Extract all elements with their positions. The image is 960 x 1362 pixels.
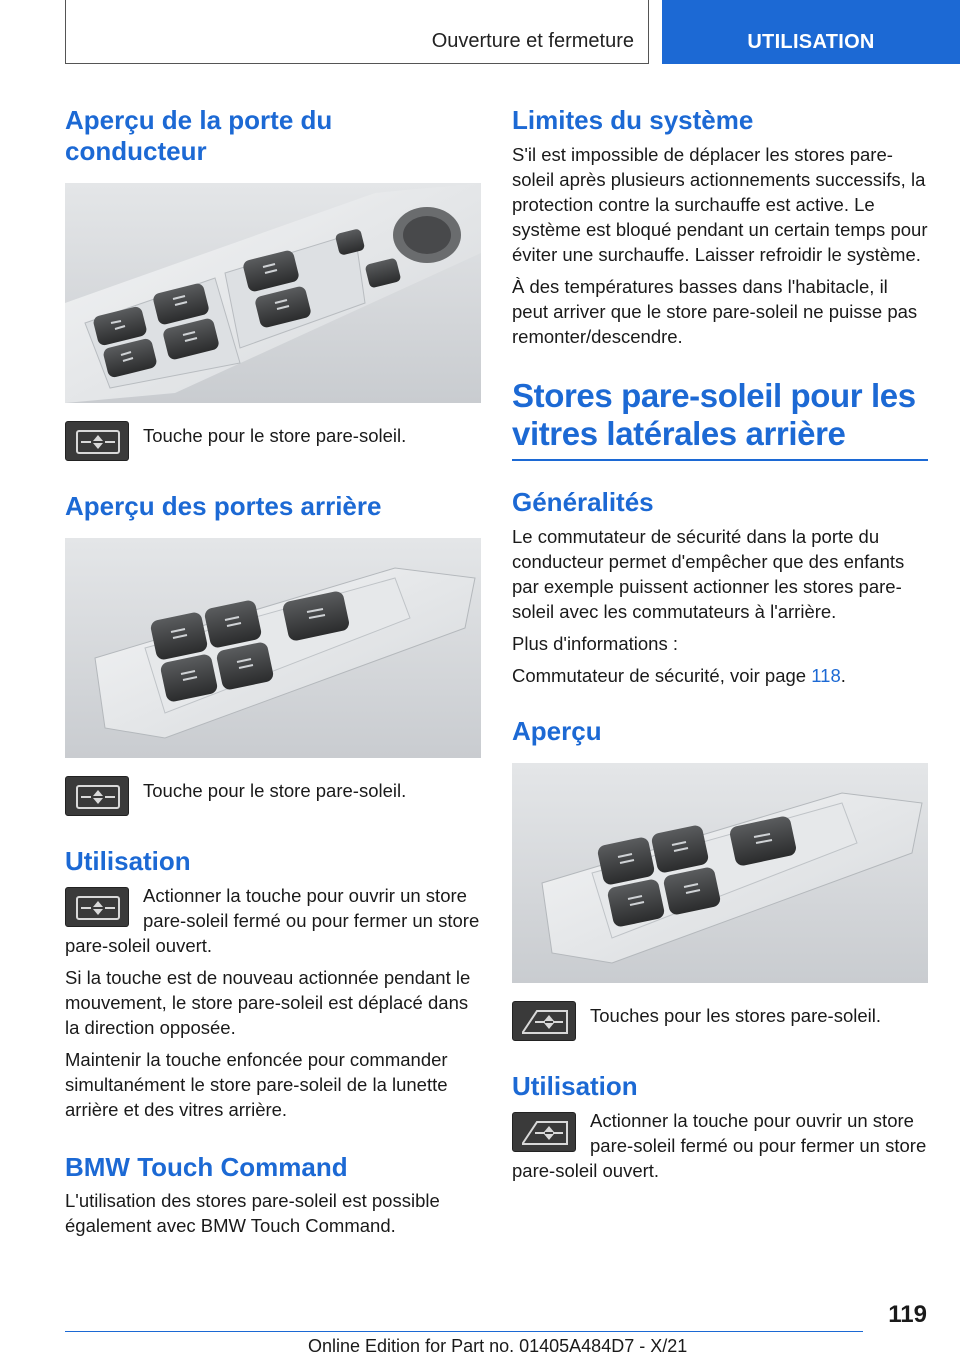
side-windows-heading-block <box>512 377 928 461</box>
driver-door-caption: Touche pour le store pare-soleil. <box>143 425 407 446</box>
operation-paragraph-1: Actionner la touche pour ouvrir un store pare-soleil fermé ou pour fermer un store pare-soleil ouvert. <box>65 885 480 956</box>
operation-paragraph-2: Si la touche est de nouveau actionnée pendant le mouvement, le store pare-soleil est déplacé dans la direction opposée. <box>65 967 471 1038</box>
general-paragraph-2: Plus d'informations : <box>512 633 678 654</box>
operation-paragraph-3: Maintenir la touche enfoncée pour commander simultanément le store pare-soleil de la lunette arrière et des vitres arrière. <box>65 1049 448 1120</box>
sunblind-rear-window-icon <box>65 421 129 461</box>
limits-paragraph-1: S'il est impossible de déplacer les stores pare-soleil après plusieurs actionnements successifs, la protection contre la surchauffe est active. Le système est bloqué pendant un certain temps pour éviter une surchauffe. Laisser refroidir le système. <box>512 144 928 265</box>
header-section-box <box>65 0 649 64</box>
side-windows-heading: Stores pare-soleil pour les vitres latérales arrière <box>512 377 916 452</box>
rear-doors-heading: Aperçu des portes arrière <box>65 491 382 521</box>
touch-command-heading: BMW Touch Command <box>65 1152 348 1182</box>
driver-door-heading: Aperçu de la porte du conducteur <box>65 105 333 166</box>
overview-caption: Touches pour les stores pare-soleil. <box>590 1005 882 1026</box>
limits-heading: Limites du système <box>512 105 754 135</box>
touch-command-paragraph: L'utilisation des stores pare-soleil est possible également avec BMW Touch Command. <box>65 1190 440 1236</box>
sunblind-side-window-icon <box>512 1112 576 1152</box>
operation-heading-right: Utilisation <box>512 1071 638 1101</box>
section-title: Ouverture et fermeture <box>431 30 634 52</box>
sunblind-side-window-icon <box>512 1001 576 1041</box>
footer-edition: Online Edition for Part no. 01405A484D7 - X/21 <box>308 1336 688 1356</box>
footer-rule <box>65 1331 863 1332</box>
general-paragraph-1: Le commutateur de sécurité dans la porte du conducteur permet d'empêcher que des enfants par exemple puissent actionner les stores pare-soleil avec les commutateurs à l'arrière. <box>512 526 905 622</box>
overview-heading: Aperçu <box>512 716 602 746</box>
chapter-tab[interactable]: UTILISATION <box>662 0 960 64</box>
cross-reference-text: Commutateur de sécurité, voir page <box>512 665 812 686</box>
operation-block-left <box>65 883 481 958</box>
general-paragraph-3 <box>512 663 928 688</box>
limits-paragraph-2: À des températures basses dans l'habitacle, il peut arriver que le store pare-soleil ne puisse pas remonter/descendre. <box>512 276 918 347</box>
rear-door-switch-photo <box>65 538 481 758</box>
sunblind-rear-window-icon <box>65 887 129 927</box>
cross-reference-end: . <box>840 665 846 686</box>
operation-heading-left: Utilisation <box>65 846 191 876</box>
overview-caption-row <box>512 1001 928 1041</box>
page-number: 119 <box>888 1301 927 1328</box>
operation-block-right <box>512 1108 928 1183</box>
driver-door-switch-photo <box>65 183 481 403</box>
right-column <box>512 100 928 1183</box>
rear-doors-caption-row <box>65 776 481 816</box>
operation-right-paragraph-1: Actionner la touche pour ouvrir un store pare-soleil fermé ou pour fermer un store pare-soleil ouvert. <box>512 1110 927 1181</box>
page-link-118[interactable]: 118 <box>811 665 841 686</box>
side-window-switch-photo <box>512 763 928 983</box>
driver-door-caption-row <box>65 421 481 461</box>
left-column <box>65 100 481 1238</box>
general-heading: Généralités <box>512 487 654 517</box>
rear-doors-caption: Touche pour le store pare-soleil. <box>143 780 407 801</box>
sunblind-rear-window-icon <box>65 776 129 816</box>
